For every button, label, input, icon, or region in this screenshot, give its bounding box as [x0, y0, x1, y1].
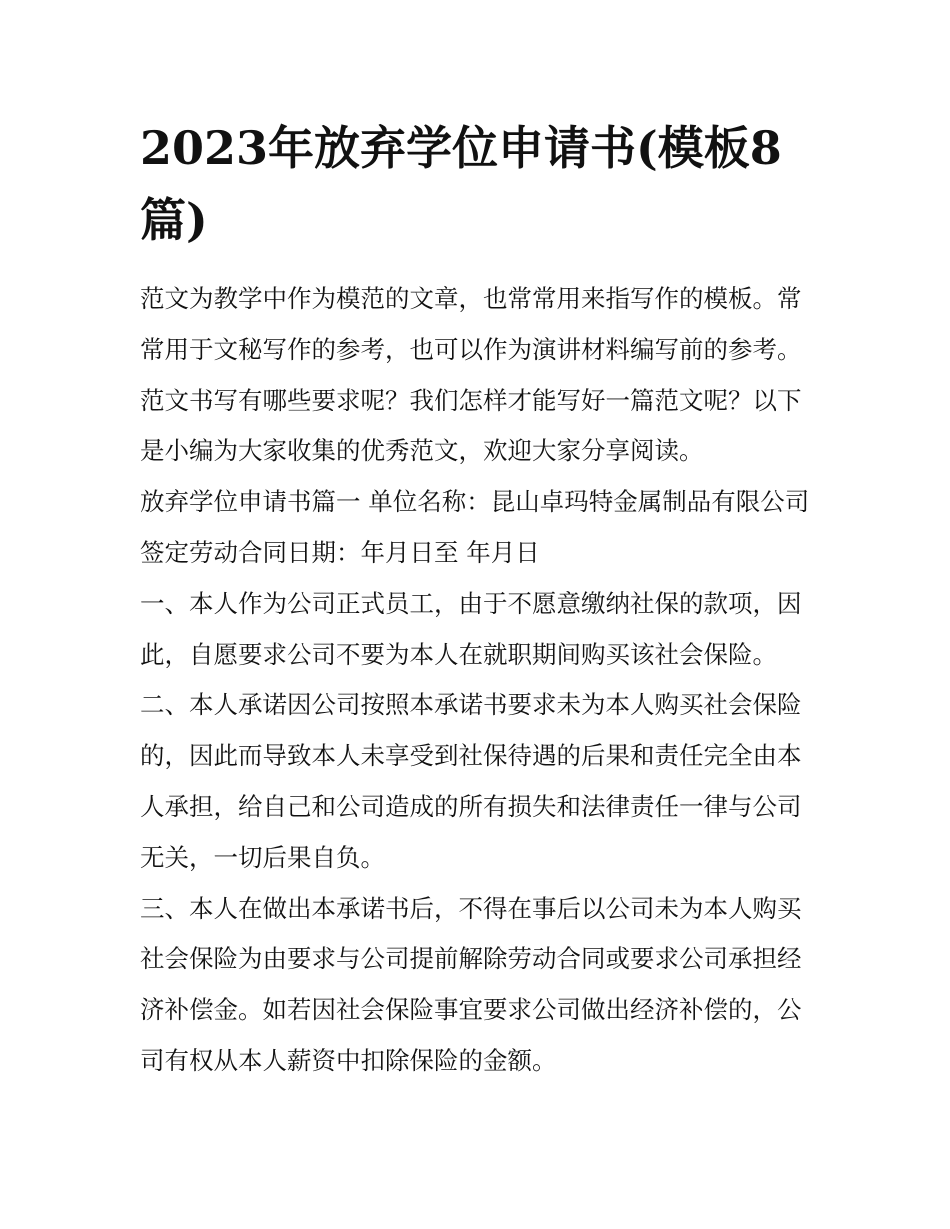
paragraph-clause-2: 二、本人承诺因公司按照本承诺书要求未为本人购买社会保险的，因此而导致本人未享受到社保待遇的后果和责任完全由本人承担，给自己和公司造成的所有损失和法律责任一律与公司无关，一切后果自负。: [140, 690, 802, 872]
paragraph-clause-3: 三、本人在做出本承诺书后，不得在事后以公司未为本人购买社会保险为由要求与公司提前解除劳动合同或要求公司承担经济补偿金。如若因社会保险事宜要求公司做出经济补偿的，公司有权从本人薪资中扣除保险的金额。: [140, 893, 802, 1075]
document-body: [140, 274, 812, 1087]
paragraph-intro: 范文为教学中作为模范的文章，也常常用来指写作的模板。常常用于文秘写作的参考，也可以作为演讲材料编写前的参考。范文书写有哪些要求呢？我们怎样才能写好一篇范文呢？以下是小编为大家收集的优秀范文，欢迎大家分享阅读。: [140, 284, 802, 466]
document-page: [140, 112, 812, 1087]
paragraph-header-info: 放弃学位申请书篇一 单位名称：昆山卓玛特金属制品有限公司 签定劳动合同日期：年月日至 年月日: [140, 487, 810, 567]
document-title: 2023年放弃学位申请书(模板8篇): [140, 121, 782, 247]
paragraph-clause-1: 一、本人作为公司正式员工，由于不愿意缴纳社保的款项，因此，自愿要求公司不要为本人在就职期间购买该社会保险。: [140, 588, 802, 669]
